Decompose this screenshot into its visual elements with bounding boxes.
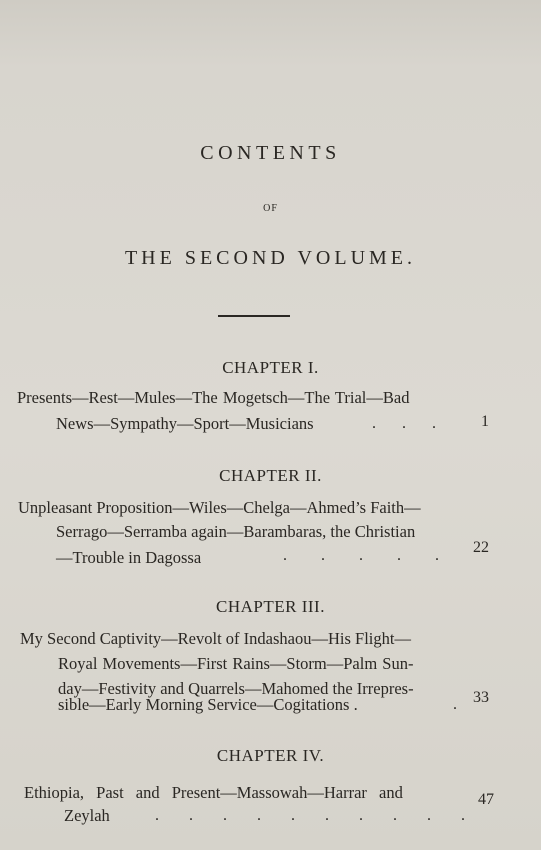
leader-dots: . . . . . . . . . .: [155, 807, 465, 824]
contents-heading: CONTENTS: [200, 142, 341, 164]
chapter-summary-line: News—Sympathy—Sport—Musicians: [56, 414, 314, 433]
chapter-title: CHAPTER IV.: [216, 746, 325, 765]
divider-rule: [218, 315, 290, 317]
page-number: 22: [473, 539, 489, 556]
chapter-title: CHAPTER I.: [222, 358, 319, 377]
volume-heading: THE SECOND VOLUME.: [124, 247, 417, 269]
chapter-summary-line: Ethiopia, Past and Present—Massowah—Harrar and: [24, 783, 403, 802]
chapter-summary-line: —Trouble in Dagossa: [56, 548, 202, 567]
chapter-summary-line: sible—Early Morning Service—Cogitations .: [58, 695, 358, 714]
chapter-title: CHAPTER III.: [216, 597, 325, 616]
chapter-summary-line: Unpleasant Proposition—Wiles—Chelga—Ahmed’s Faith—: [18, 498, 421, 517]
chapter-summary-line: Royal Movements—First Rains—Storm—Palm Sun-: [58, 654, 414, 673]
chapter-summary-line: Presents—Rest—Mules—The Mogetsch—The Trial—Bad: [17, 388, 410, 407]
leader-dots: .: [453, 696, 457, 713]
page-number: 1: [481, 413, 489, 430]
chapter-title: CHAPTER II.: [219, 466, 322, 485]
chapter-summary-line: Serrago—Serramba again—Barambaras, the Christian: [56, 522, 416, 541]
chapter-summary-line: Zeylah: [64, 806, 110, 825]
page-number: 47: [478, 791, 494, 808]
chapter-summary-line: day—Festivity and Quarrels—Mahomed the Irrepres-: [58, 679, 414, 698]
chapter-summary-line: My Second Captivity—Revolt of Indashaou—His Flight—: [20, 629, 411, 648]
page-number: 33: [473, 689, 489, 706]
leader-dots: . . . . .: [283, 547, 439, 564]
of-label: OF: [263, 203, 278, 214]
leader-dots: . . .: [372, 415, 436, 432]
